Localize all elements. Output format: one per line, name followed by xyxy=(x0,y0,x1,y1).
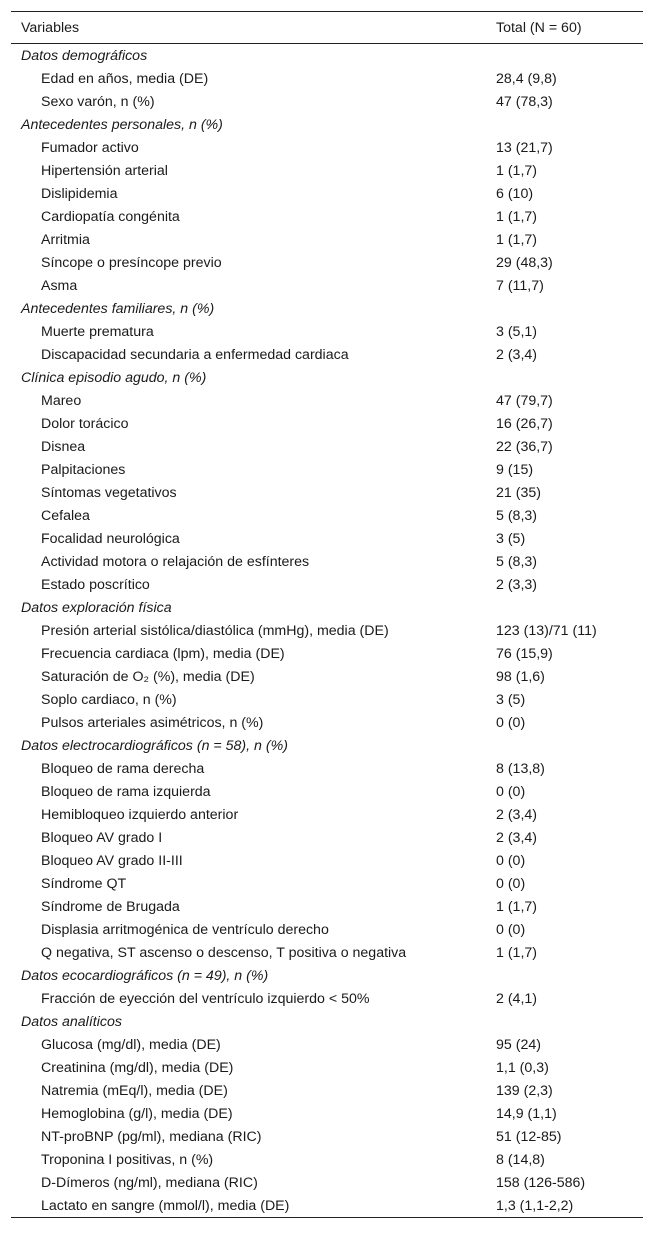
variable-label: Cefalea xyxy=(41,507,90,524)
section-label: Antecedentes personales, n (%) xyxy=(21,116,223,133)
total-value: 2 (3,4) xyxy=(496,346,538,363)
variable-label: Natremia (mEq/l), media (DE) xyxy=(41,1082,228,1099)
section-row xyxy=(11,366,643,389)
table-row xyxy=(11,711,643,734)
total-value: 1 (1,7) xyxy=(496,208,538,225)
total-value: 0 (0) xyxy=(496,875,526,892)
table-row xyxy=(11,389,643,412)
variable-label: Saturación de O₂ (%), media (DE) xyxy=(41,668,255,685)
section-row xyxy=(11,297,643,320)
total-value: 1,3 (1,1-2,2) xyxy=(496,1197,574,1214)
total-value: 5 (8,3) xyxy=(496,507,538,524)
table-row xyxy=(11,941,643,964)
total-value: 8 (14,8) xyxy=(496,1151,545,1168)
variable-label: Frecuencia cardiaca (lpm), media (DE) xyxy=(41,645,285,662)
total-value: 21 (35) xyxy=(496,484,541,501)
table-row xyxy=(11,688,643,711)
variable-label: Fumador activo xyxy=(41,139,139,156)
variable-label: Actividad motora o relajación de esfínteres xyxy=(41,553,310,570)
variable-label: Dislipidemia xyxy=(41,185,118,202)
table-row xyxy=(11,573,643,596)
variable-label: Displasia arritmogénica de ventrículo derecho xyxy=(41,921,329,938)
table-row xyxy=(11,780,643,803)
table-row xyxy=(11,1194,643,1217)
variable-label: Discapacidad secundaria a enfermedad cardiaca xyxy=(41,346,349,363)
section-label: Antecedentes familiares, n (%) xyxy=(21,300,215,317)
table-row xyxy=(11,1079,643,1102)
total-value: 13 (21,7) xyxy=(496,139,553,156)
section-row xyxy=(11,596,643,619)
variable-label: Focalidad neurológica xyxy=(41,530,180,547)
section-row xyxy=(11,734,643,757)
table-row xyxy=(11,619,643,642)
variable-label: Hipertensión arterial xyxy=(41,162,168,179)
variable-label: Asma xyxy=(41,277,78,294)
variable-label: Troponina I positivas, n (%) xyxy=(41,1151,214,1168)
section-row xyxy=(11,44,643,67)
total-value: 8 (13,8) xyxy=(496,760,545,777)
table-row xyxy=(11,642,643,665)
table-row xyxy=(11,67,643,90)
table-row xyxy=(11,182,643,205)
table-row xyxy=(11,435,643,458)
variable-label: Estado poscrítico xyxy=(41,576,150,593)
total-value: 2 (3,3) xyxy=(496,576,538,593)
table-body xyxy=(11,44,643,1217)
table-row xyxy=(11,228,643,251)
total-value: 1 (1,7) xyxy=(496,944,538,961)
total-value: 2 (4,1) xyxy=(496,990,538,1007)
variable-label: Presión arterial sistólica/diastólica (mmHg), media (DE) xyxy=(41,622,389,639)
total-value: 1 (1,7) xyxy=(496,231,538,248)
variable-label: Pulsos arteriales asimétricos, n (%) xyxy=(41,714,264,731)
total-value: 158 (126-586) xyxy=(496,1174,586,1191)
total-value: 76 (15,9) xyxy=(496,645,553,662)
table-row xyxy=(11,320,643,343)
total-value: 6 (10) xyxy=(496,185,534,202)
total-value: 98 (1,6) xyxy=(496,668,545,685)
table-row xyxy=(11,274,643,297)
total-value: 2 (3,4) xyxy=(496,806,538,823)
section-label: Datos electrocardiográficos (n = 58), n (%) xyxy=(21,737,288,754)
table-row xyxy=(11,665,643,688)
total-value: 0 (0) xyxy=(496,714,526,731)
table-row xyxy=(11,1171,643,1194)
section-label: Clínica episodio agudo, n (%) xyxy=(21,369,207,386)
table-row xyxy=(11,205,643,228)
table-row xyxy=(11,251,643,274)
header-total: Total (N = 60) xyxy=(496,19,582,36)
table-row xyxy=(11,504,643,527)
table-header xyxy=(11,12,643,44)
table-row xyxy=(11,550,643,573)
variable-label: Arritmia xyxy=(41,231,90,248)
variable-label: Sexo varón, n (%) xyxy=(41,93,155,110)
data-table xyxy=(11,11,643,1218)
variable-label: Bloqueo AV grado II-III xyxy=(41,852,183,869)
table-row xyxy=(11,343,643,366)
variable-label: Dolor torácico xyxy=(41,415,129,432)
section-row xyxy=(11,1010,643,1033)
total-value: 2 (3,4) xyxy=(496,829,538,846)
table-row xyxy=(11,849,643,872)
table-row xyxy=(11,527,643,550)
variable-label: Hemoglobina (g/l), media (DE) xyxy=(41,1105,233,1122)
table-row xyxy=(11,757,643,780)
table-row xyxy=(11,1125,643,1148)
total-value: 16 (26,7) xyxy=(496,415,553,432)
total-value: 3 (5,1) xyxy=(496,323,538,340)
total-value: 3 (5) xyxy=(496,691,526,708)
variable-label: Edad en años, media (DE) xyxy=(41,70,209,87)
variable-label: Lactato en sangre (mmol/l), media (DE) xyxy=(41,1197,290,1214)
section-row xyxy=(11,113,643,136)
variable-label: Síndrome QT xyxy=(41,875,127,892)
table-row xyxy=(11,90,643,113)
total-value: 0 (0) xyxy=(496,921,526,938)
variable-label: D-Dímeros (ng/ml), mediana (RIC) xyxy=(41,1174,258,1191)
variable-label: Creatinina (mg/dl), media (DE) xyxy=(41,1059,234,1076)
table-row xyxy=(11,803,643,826)
total-value: 28,4 (9,8) xyxy=(496,70,557,87)
variable-label: Glucosa (mg/dl), media (DE) xyxy=(41,1036,221,1053)
total-value: 1 (1,7) xyxy=(496,898,538,915)
variable-label: Mareo xyxy=(41,392,82,409)
total-value: 1,1 (0,3) xyxy=(496,1059,549,1076)
total-value: 47 (79,7) xyxy=(496,392,553,409)
variable-label: Síncope o presíncope previo xyxy=(41,254,222,271)
table-row xyxy=(11,895,643,918)
total-value: 47 (78,3) xyxy=(496,93,553,110)
total-value: 1 (1,7) xyxy=(496,162,538,179)
variable-label: NT-proBNP (pg/ml), mediana (RIC) xyxy=(41,1128,262,1145)
total-value: 123 (13)/71 (11) xyxy=(496,622,597,639)
table-row xyxy=(11,1148,643,1171)
table-row xyxy=(11,1056,643,1079)
variable-label: Hemibloqueo izquierdo anterior xyxy=(41,806,239,823)
header-variables: Variables xyxy=(21,19,80,36)
total-value: 95 (24) xyxy=(496,1036,541,1053)
section-label: Datos exploración física xyxy=(21,599,172,616)
section-label: Datos ecocardiográficos (n = 49), n (%) xyxy=(21,967,269,984)
variable-label: Síndrome de Brugada xyxy=(41,898,180,915)
table-row xyxy=(11,872,643,895)
total-value: 51 (12-85) xyxy=(496,1128,562,1145)
table-row xyxy=(11,918,643,941)
total-value: 5 (8,3) xyxy=(496,553,538,570)
variable-label: Cardiopatía congénita xyxy=(41,208,180,225)
table-row xyxy=(11,1033,643,1056)
total-value: 29 (48,3) xyxy=(496,254,553,271)
table-row xyxy=(11,1102,643,1125)
total-value: 139 (2,3) xyxy=(496,1082,553,1099)
table-row xyxy=(11,412,643,435)
variable-label: Disnea xyxy=(41,438,86,455)
variable-label: Bloqueo de rama izquierda xyxy=(41,783,211,800)
section-label: Datos demográficos xyxy=(21,47,148,64)
variable-label: Bloqueo de rama derecha xyxy=(41,760,205,777)
table-row xyxy=(11,458,643,481)
variable-label: Palpitaciones xyxy=(41,461,126,478)
variable-label: Síntomas vegetativos xyxy=(41,484,177,501)
total-value: 3 (5) xyxy=(496,530,526,547)
variable-label: Soplo cardiaco, n (%) xyxy=(41,691,177,708)
total-value: 0 (0) xyxy=(496,852,526,869)
section-row xyxy=(11,964,643,987)
total-value: 9 (15) xyxy=(496,461,534,478)
variable-label: Bloqueo AV grado I xyxy=(41,829,163,846)
variable-label: Fracción de eyección del ventrículo izquierdo < 50% xyxy=(41,990,370,1007)
table-row xyxy=(11,159,643,182)
variable-label: Q negativa, ST ascenso o descenso, T positiva o negativa xyxy=(41,944,407,961)
variable-label: Muerte prematura xyxy=(41,323,154,340)
table-row xyxy=(11,481,643,504)
section-label: Datos analíticos xyxy=(21,1013,122,1030)
total-value: 14,9 (1,1) xyxy=(496,1105,557,1122)
total-value: 7 (11,7) xyxy=(496,277,544,294)
table-row xyxy=(11,826,643,849)
table-row xyxy=(11,136,643,159)
table-row xyxy=(11,987,643,1010)
total-value: 0 (0) xyxy=(496,783,526,800)
total-value: 22 (36,7) xyxy=(496,438,553,455)
